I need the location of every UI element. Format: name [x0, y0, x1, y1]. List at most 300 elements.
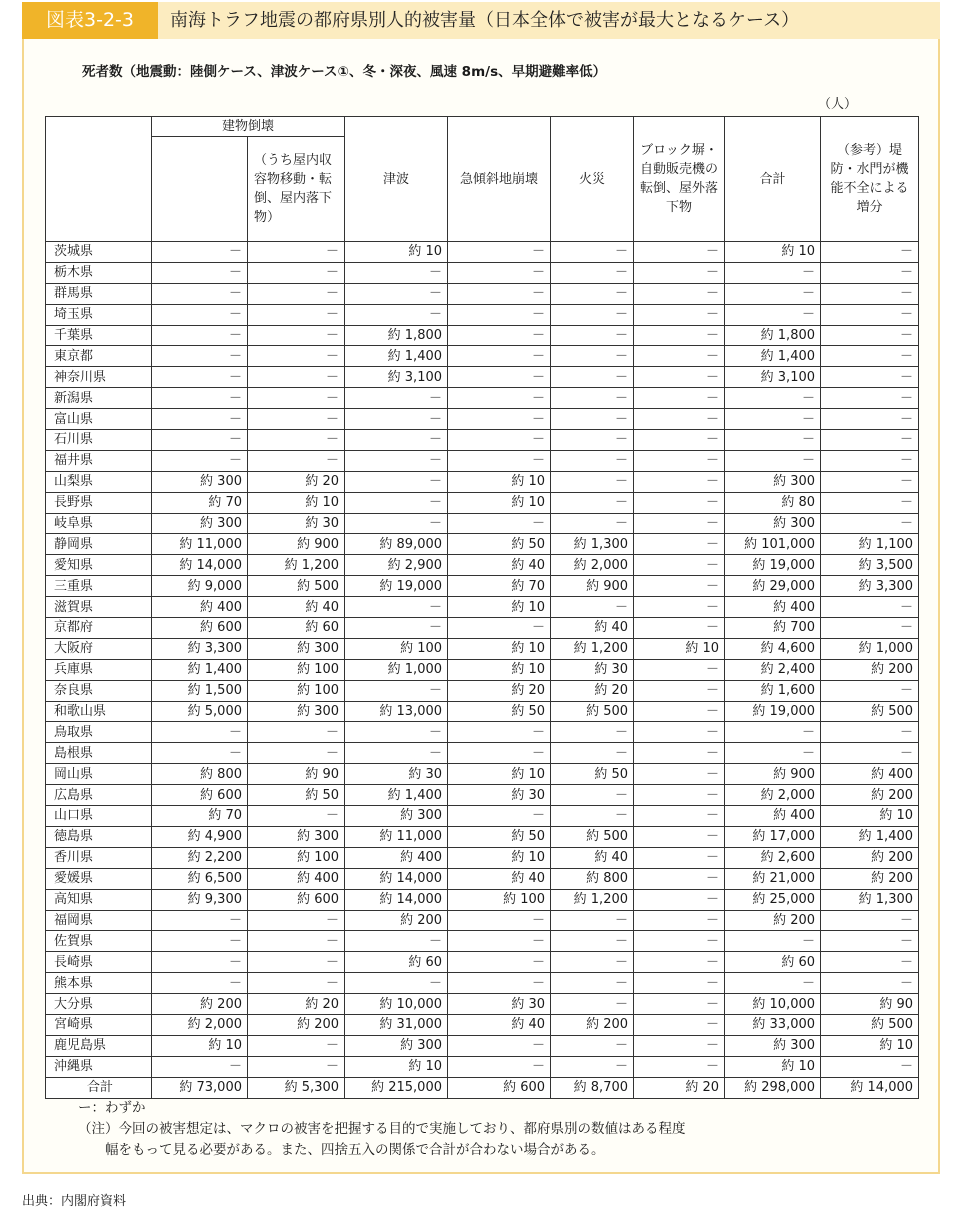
- value-cell: －: [152, 931, 248, 952]
- value-cell: 約 10: [448, 659, 551, 680]
- value-cell: －: [551, 262, 634, 283]
- table-row: [46, 952, 919, 973]
- value-cell: －: [448, 931, 551, 952]
- table-row: [46, 242, 919, 263]
- value-cell: 約 30: [248, 513, 345, 534]
- value-cell: 約 9,000: [152, 576, 248, 597]
- value-cell: －: [345, 262, 448, 283]
- value-cell: －: [634, 701, 725, 722]
- prefecture-cell: 岐阜県: [46, 513, 152, 534]
- value-cell: 約 10: [725, 1056, 821, 1077]
- table-row: [46, 576, 919, 597]
- value-cell: －: [634, 826, 725, 847]
- value-cell: －: [821, 283, 919, 304]
- value-cell: 約 10: [821, 1035, 919, 1056]
- table-row: [46, 868, 919, 889]
- value-cell: －: [725, 973, 821, 994]
- value-cell: －: [448, 1035, 551, 1056]
- value-cell: 約 1,400: [725, 346, 821, 367]
- value-cell: －: [551, 1035, 634, 1056]
- value-cell: 約 19,000: [725, 555, 821, 576]
- value-cell: 約 4,900: [152, 826, 248, 847]
- value-cell: －: [821, 471, 919, 492]
- value-cell: 約 1,400: [821, 826, 919, 847]
- value-cell: －: [551, 492, 634, 513]
- value-cell: －: [634, 847, 725, 868]
- value-cell: －: [634, 806, 725, 827]
- value-cell: －: [551, 304, 634, 325]
- header-block-wall: ブロック塀・自動販売機の転倒、屋外落下物: [634, 117, 725, 242]
- value-cell: －: [634, 430, 725, 451]
- value-cell: 約 40: [448, 1014, 551, 1035]
- value-cell: －: [634, 388, 725, 409]
- value-cell: 約 89,000: [345, 534, 448, 555]
- table-row: [46, 638, 919, 659]
- value-cell: 約 100: [448, 889, 551, 910]
- value-cell: －: [634, 1014, 725, 1035]
- value-cell: －: [345, 471, 448, 492]
- value-cell: －: [821, 388, 919, 409]
- value-cell: 約 6,500: [152, 868, 248, 889]
- value-cell: 約 1,800: [725, 325, 821, 346]
- value-cell: 約 5,000: [152, 701, 248, 722]
- value-cell: 約 200: [345, 910, 448, 931]
- value-cell: 約 300: [725, 513, 821, 534]
- value-cell: －: [448, 242, 551, 263]
- figure-label: 図表3-2-3: [22, 2, 158, 39]
- value-cell: －: [448, 973, 551, 994]
- table-row: [46, 1035, 919, 1056]
- value-cell: 約 200: [821, 659, 919, 680]
- prefecture-cell: 栃木県: [46, 262, 152, 283]
- value-cell: 約 10: [448, 847, 551, 868]
- prefecture-cell: 広島県: [46, 785, 152, 806]
- value-cell: －: [551, 471, 634, 492]
- value-cell: －: [821, 973, 919, 994]
- value-cell: 約 20: [634, 1077, 725, 1098]
- value-cell: －: [551, 450, 634, 471]
- value-cell: 約 1,500: [152, 680, 248, 701]
- value-cell: 約 30: [448, 994, 551, 1015]
- value-cell: 約 90: [821, 994, 919, 1015]
- value-cell: －: [448, 430, 551, 451]
- value-cell: 約 500: [248, 576, 345, 597]
- value-cell: 約 21,000: [725, 868, 821, 889]
- value-cell: －: [634, 1035, 725, 1056]
- value-cell: 約 50: [448, 534, 551, 555]
- table-row: [46, 931, 919, 952]
- value-cell: －: [634, 555, 725, 576]
- value-cell: －: [725, 388, 821, 409]
- notes: [78, 1098, 686, 1161]
- value-cell: 約 300: [152, 513, 248, 534]
- table-row: [46, 450, 919, 471]
- value-cell: －: [725, 409, 821, 430]
- value-cell: 約 600: [152, 618, 248, 639]
- value-cell: －: [345, 492, 448, 513]
- value-cell: －: [725, 283, 821, 304]
- value-cell: 約 1,200: [248, 555, 345, 576]
- value-cell: 約 400: [725, 597, 821, 618]
- value-cell: －: [248, 388, 345, 409]
- value-cell: －: [152, 743, 248, 764]
- prefecture-cell: 長野県: [46, 492, 152, 513]
- header-building-collapse: 建物倒壊: [152, 117, 345, 137]
- value-cell: －: [821, 492, 919, 513]
- value-cell: －: [345, 722, 448, 743]
- value-cell: －: [821, 409, 919, 430]
- value-cell: －: [152, 952, 248, 973]
- value-cell: －: [345, 430, 448, 451]
- value-cell: 約 900: [248, 534, 345, 555]
- prefecture-cell: 大阪府: [46, 638, 152, 659]
- value-cell: 約 1,600: [725, 680, 821, 701]
- value-cell: －: [821, 1056, 919, 1077]
- value-cell: －: [248, 910, 345, 931]
- prefecture-cell: 合計: [46, 1077, 152, 1098]
- value-cell: －: [345, 409, 448, 430]
- table-row: [46, 785, 919, 806]
- value-cell: 約 40: [248, 597, 345, 618]
- value-cell: 約 80: [725, 492, 821, 513]
- value-cell: 約 20: [248, 471, 345, 492]
- value-cell: 約 600: [448, 1077, 551, 1098]
- value-cell: －: [448, 806, 551, 827]
- value-cell: 約 300: [152, 471, 248, 492]
- value-cell: 約 19,000: [345, 576, 448, 597]
- note-line-1: （注）今回の被害想定は、マクロの被害を把握する目的で実施しており、都府県別の数値はある程度: [78, 1121, 686, 1137]
- value-cell: －: [448, 262, 551, 283]
- value-cell: 約 1,300: [821, 889, 919, 910]
- value-cell: －: [551, 910, 634, 931]
- prefecture-cell: 山梨県: [46, 471, 152, 492]
- value-cell: 約 300: [345, 1035, 448, 1056]
- value-cell: 約 10: [448, 638, 551, 659]
- value-cell: 約 2,200: [152, 847, 248, 868]
- value-cell: －: [821, 931, 919, 952]
- value-cell: 約 60: [248, 618, 345, 639]
- prefecture-cell: 岡山県: [46, 764, 152, 785]
- value-cell: －: [634, 952, 725, 973]
- table-row: [46, 618, 919, 639]
- prefecture-cell: 徳島県: [46, 826, 152, 847]
- value-cell: 約 500: [821, 701, 919, 722]
- value-cell: －: [448, 388, 551, 409]
- value-cell: －: [634, 680, 725, 701]
- value-cell: 約 3,100: [345, 367, 448, 388]
- value-cell: －: [725, 931, 821, 952]
- value-cell: －: [448, 952, 551, 973]
- value-cell: 約 1,800: [345, 325, 448, 346]
- value-cell: －: [821, 597, 919, 618]
- value-cell: 約 29,000: [725, 576, 821, 597]
- table-row: [46, 722, 919, 743]
- value-cell: 約 20: [551, 680, 634, 701]
- value-cell: 約 70: [152, 806, 248, 827]
- value-cell: 約 73,000: [152, 1077, 248, 1098]
- prefecture-cell: 富山県: [46, 409, 152, 430]
- value-cell: －: [551, 409, 634, 430]
- value-cell: －: [551, 513, 634, 534]
- value-cell: 約 200: [248, 1014, 345, 1035]
- value-cell: －: [152, 722, 248, 743]
- value-cell: －: [152, 430, 248, 451]
- unit-label: （人）: [818, 97, 858, 112]
- value-cell: 約 70: [152, 492, 248, 513]
- value-cell: 約 30: [448, 785, 551, 806]
- value-cell: －: [448, 325, 551, 346]
- note-legend: ー：わずか: [78, 1100, 146, 1116]
- table-row: [46, 409, 919, 430]
- prefecture-cell: 石川県: [46, 430, 152, 451]
- header-row-1: [46, 117, 919, 137]
- value-cell: 約 3,500: [821, 555, 919, 576]
- value-cell: －: [821, 325, 919, 346]
- value-cell: －: [821, 262, 919, 283]
- prefecture-cell: 新潟県: [46, 388, 152, 409]
- table-row: [46, 806, 919, 827]
- table-row: [46, 325, 919, 346]
- value-cell: 約 11,000: [345, 826, 448, 847]
- prefecture-cell: 鳥取県: [46, 722, 152, 743]
- prefecture-cell: 奈良県: [46, 680, 152, 701]
- value-cell: －: [821, 618, 919, 639]
- value-cell: 約 1,400: [152, 659, 248, 680]
- table-row: [46, 492, 919, 513]
- value-cell: －: [821, 743, 919, 764]
- value-cell: 約 1,100: [821, 534, 919, 555]
- value-cell: －: [248, 973, 345, 994]
- value-cell: 約 20: [248, 994, 345, 1015]
- casualty-table: [45, 116, 919, 1099]
- prefecture-cell: 鹿児島県: [46, 1035, 152, 1056]
- value-cell: 約 14,000: [345, 889, 448, 910]
- value-cell: －: [634, 492, 725, 513]
- value-cell: －: [345, 931, 448, 952]
- value-cell: －: [821, 430, 919, 451]
- value-cell: －: [821, 346, 919, 367]
- value-cell: －: [634, 994, 725, 1015]
- value-cell: －: [634, 450, 725, 471]
- value-cell: －: [634, 346, 725, 367]
- value-cell: 約 10: [448, 597, 551, 618]
- value-cell: －: [448, 1056, 551, 1077]
- header-fire: 火災: [551, 117, 634, 242]
- value-cell: －: [634, 409, 725, 430]
- prefecture-cell: 愛知県: [46, 555, 152, 576]
- value-cell: －: [248, 722, 345, 743]
- value-cell: －: [345, 388, 448, 409]
- value-cell: 約 215,000: [345, 1077, 448, 1098]
- value-cell: 約 400: [248, 868, 345, 889]
- value-cell: －: [634, 576, 725, 597]
- value-cell: －: [634, 910, 725, 931]
- value-cell: 約 400: [345, 847, 448, 868]
- value-cell: －: [152, 1056, 248, 1077]
- header-reference: （参考）堤防・水門が機能不全による増分: [821, 117, 919, 242]
- value-cell: 約 1,000: [345, 659, 448, 680]
- value-cell: 約 9,300: [152, 889, 248, 910]
- prefecture-cell: 三重県: [46, 576, 152, 597]
- table-row: [46, 659, 919, 680]
- value-cell: 約 2,900: [345, 555, 448, 576]
- value-cell: －: [551, 722, 634, 743]
- value-cell: －: [551, 1056, 634, 1077]
- value-cell: 約 10: [345, 242, 448, 263]
- value-cell: 約 300: [725, 471, 821, 492]
- table-row: [46, 910, 919, 931]
- value-cell: －: [248, 242, 345, 263]
- value-cell: 約 3,300: [821, 576, 919, 597]
- table-row: [46, 680, 919, 701]
- value-cell: 約 400: [725, 806, 821, 827]
- value-cell: 約 2,000: [725, 785, 821, 806]
- value-cell: 約 14,000: [821, 1077, 919, 1098]
- prefecture-cell: 愛媛県: [46, 868, 152, 889]
- value-cell: －: [551, 743, 634, 764]
- value-cell: －: [551, 283, 634, 304]
- value-cell: 約 100: [345, 638, 448, 659]
- value-cell: －: [725, 450, 821, 471]
- value-cell: 約 50: [248, 785, 345, 806]
- value-cell: 約 200: [725, 910, 821, 931]
- value-cell: 約 10: [345, 1056, 448, 1077]
- table-row: [46, 430, 919, 451]
- value-cell: 約 200: [152, 994, 248, 1015]
- value-cell: 約 1,400: [345, 785, 448, 806]
- value-cell: －: [345, 597, 448, 618]
- value-cell: －: [152, 262, 248, 283]
- value-cell: －: [152, 973, 248, 994]
- value-cell: －: [821, 910, 919, 931]
- prefecture-cell: 千葉県: [46, 325, 152, 346]
- value-cell: －: [152, 388, 248, 409]
- table-row: [46, 283, 919, 304]
- value-cell: 約 500: [551, 826, 634, 847]
- value-cell: 約 1,200: [551, 889, 634, 910]
- total-row: [46, 1077, 919, 1098]
- value-cell: －: [248, 1035, 345, 1056]
- value-cell: －: [634, 764, 725, 785]
- value-cell: －: [248, 450, 345, 471]
- value-cell: 約 40: [551, 618, 634, 639]
- value-cell: 約 200: [821, 847, 919, 868]
- prefecture-cell: 長崎県: [46, 952, 152, 973]
- value-cell: 約 300: [345, 806, 448, 827]
- value-cell: －: [551, 430, 634, 451]
- value-cell: －: [152, 304, 248, 325]
- prefecture-cell: 埼玉県: [46, 304, 152, 325]
- header-building-blank: [152, 137, 248, 242]
- prefecture-cell: 和歌山県: [46, 701, 152, 722]
- value-cell: －: [152, 242, 248, 263]
- value-cell: 約 101,000: [725, 534, 821, 555]
- value-cell: 約 10,000: [345, 994, 448, 1015]
- prefecture-cell: 静岡県: [46, 534, 152, 555]
- value-cell: －: [634, 889, 725, 910]
- value-cell: －: [634, 513, 725, 534]
- value-cell: －: [821, 367, 919, 388]
- value-cell: －: [634, 283, 725, 304]
- value-cell: －: [248, 283, 345, 304]
- table-row: [46, 1014, 919, 1035]
- header-pref: [46, 117, 152, 242]
- value-cell: －: [551, 597, 634, 618]
- value-cell: －: [634, 471, 725, 492]
- value-cell: －: [821, 242, 919, 263]
- prefecture-cell: 島根県: [46, 743, 152, 764]
- value-cell: －: [821, 952, 919, 973]
- value-cell: －: [634, 304, 725, 325]
- value-cell: －: [248, 346, 345, 367]
- value-cell: 約 33,000: [725, 1014, 821, 1035]
- table-row: [46, 367, 919, 388]
- prefecture-cell: 宮崎県: [46, 1014, 152, 1035]
- value-cell: －: [551, 952, 634, 973]
- value-cell: －: [551, 346, 634, 367]
- prefecture-cell: 東京都: [46, 346, 152, 367]
- table-row: [46, 597, 919, 618]
- prefecture-cell: 福井県: [46, 450, 152, 471]
- prefecture-cell: 香川県: [46, 847, 152, 868]
- value-cell: －: [551, 931, 634, 952]
- value-cell: －: [551, 325, 634, 346]
- value-cell: －: [821, 304, 919, 325]
- value-cell: －: [551, 367, 634, 388]
- prefecture-cell: 群馬県: [46, 283, 152, 304]
- value-cell: 約 1,300: [551, 534, 634, 555]
- value-cell: －: [821, 722, 919, 743]
- value-cell: －: [634, 618, 725, 639]
- table-row: [46, 388, 919, 409]
- value-cell: －: [248, 325, 345, 346]
- value-cell: 約 100: [248, 659, 345, 680]
- prefecture-cell: 佐賀県: [46, 931, 152, 952]
- value-cell: 約 500: [551, 701, 634, 722]
- value-cell: 約 1,200: [551, 638, 634, 659]
- value-cell: －: [448, 450, 551, 471]
- table-row: [46, 701, 919, 722]
- value-cell: －: [634, 743, 725, 764]
- table-row: [46, 513, 919, 534]
- value-cell: 約 400: [821, 764, 919, 785]
- value-cell: 約 40: [448, 868, 551, 889]
- value-cell: －: [448, 618, 551, 639]
- value-cell: 約 10: [725, 242, 821, 263]
- value-cell: 約 298,000: [725, 1077, 821, 1098]
- value-cell: －: [725, 262, 821, 283]
- value-cell: 約 17,000: [725, 826, 821, 847]
- value-cell: －: [152, 450, 248, 471]
- value-cell: －: [551, 242, 634, 263]
- prefecture-cell: 福岡県: [46, 910, 152, 931]
- value-cell: 約 10: [448, 471, 551, 492]
- value-cell: －: [821, 680, 919, 701]
- value-cell: 約 90: [248, 764, 345, 785]
- value-cell: 約 800: [152, 764, 248, 785]
- value-cell: －: [448, 513, 551, 534]
- table-row: [46, 534, 919, 555]
- value-cell: 約 14,000: [152, 555, 248, 576]
- value-cell: －: [634, 785, 725, 806]
- value-cell: －: [634, 659, 725, 680]
- value-cell: －: [821, 513, 919, 534]
- value-cell: －: [152, 409, 248, 430]
- value-cell: 約 10: [248, 492, 345, 513]
- value-cell: －: [448, 743, 551, 764]
- value-cell: －: [345, 618, 448, 639]
- value-cell: 約 800: [551, 868, 634, 889]
